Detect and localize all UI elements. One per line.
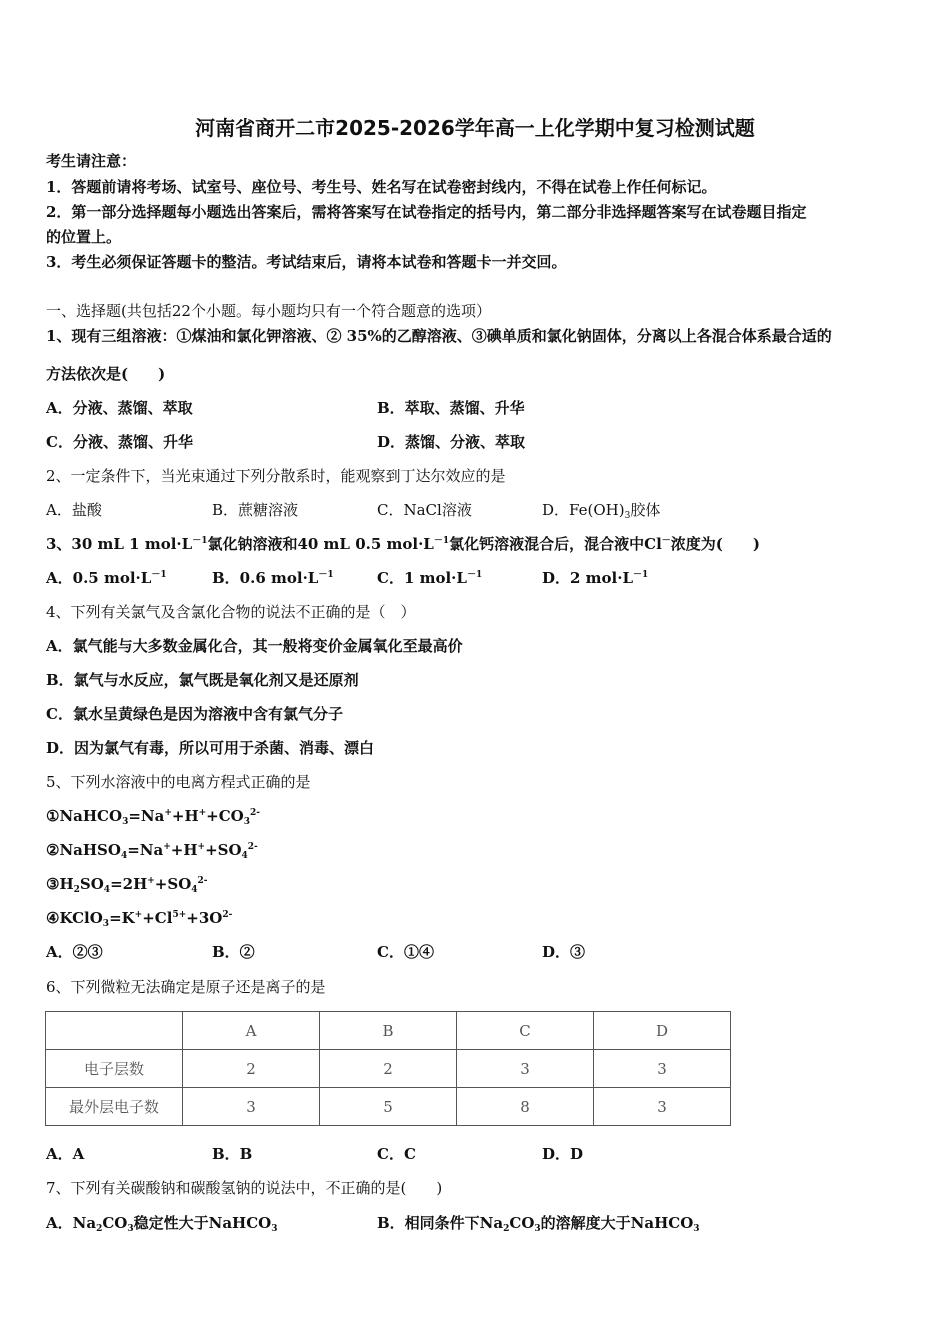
q5-eq1-p4: +H — [171, 807, 199, 825]
q5-eq1-p7: 3 — [243, 817, 251, 827]
table-cell: 电子层数 — [46, 1050, 183, 1088]
q5-eq2-p4: +H — [170, 841, 198, 859]
table-row — [46, 1088, 731, 1126]
q4-option-d: D．因为氯气有毒，所以可用于杀菌、消毒、漂白 — [46, 739, 375, 757]
q5-eq2-p3: + — [163, 842, 171, 852]
table-cell: 3 — [594, 1088, 731, 1126]
q5-eq1-p0: ①NaHCO — [46, 807, 123, 825]
table-row — [46, 1050, 731, 1088]
q5-option-b: B．② — [212, 943, 255, 961]
q7-option-a — [46, 1213, 278, 1233]
table-cell: 3 — [457, 1050, 594, 1088]
q3-c-sup: －1 — [466, 570, 483, 580]
q6-option-d: D．D — [542, 1145, 584, 1163]
q5-eq4-p5: 5+ — [172, 910, 187, 920]
q2-option-a: A．盐酸 — [46, 501, 102, 519]
q5-eq2-p7: 4 — [241, 851, 248, 861]
q3-b-sup: －1 — [318, 570, 334, 580]
notice-item-3: 3．考生必须保证答题卡的整洁。考试结束后，请将本试卷和答题卡一并交回。 — [46, 253, 567, 271]
q5-option-c: C．①④ — [377, 943, 434, 961]
q5-eq2-p8: 2- — [247, 842, 258, 852]
q5-eq-1 — [46, 806, 260, 826]
q5-eq4-p2: =K — [109, 909, 135, 927]
q3-option-b — [212, 568, 334, 588]
q7-a-p1: 2 — [96, 1224, 103, 1234]
q7-a-p0: A．Na — [46, 1214, 97, 1232]
q5-eq-4 — [46, 908, 232, 928]
q5-eq4-p7: 2- — [222, 910, 233, 920]
q6-option-c: C．C — [377, 1145, 416, 1163]
q7-b-p2: CO — [509, 1214, 535, 1232]
q5-eq3-p0: ③H — [46, 875, 74, 893]
table-cell — [46, 1012, 183, 1050]
q6-table — [45, 1011, 731, 1126]
table-cell: 5 — [320, 1088, 457, 1126]
q4-option-c: C．氯水呈黄绿色是因为溶液中含有氯气分子 — [46, 705, 343, 723]
page-title: 河南省商开二市2025-2026学年高一上化学期中复习检测试题 — [195, 116, 755, 140]
q4-option-b: B．氯气与水反应，氯气既是氧化剂又是还原剂 — [46, 671, 359, 689]
q1-stem: 1、现有三组溶液：①煤油和氯化钾溶液、② 35%的乙醇溶液、③碘单质和氯化钠固体，分离以上各混合体系最合适的 — [46, 327, 832, 345]
q6-option-a: A．A — [46, 1145, 85, 1163]
q5-eq4-p6: +3O — [186, 909, 223, 927]
q5-eq1-p3: + — [164, 808, 172, 818]
q5-eq3-p1: 2 — [73, 885, 80, 895]
q3-sup-1: －1 — [192, 536, 208, 546]
q1-option-b: B．萃取、蒸馏、升华 — [377, 399, 525, 417]
q5-eq1-p5: + — [198, 808, 207, 818]
q7-a-p2: CO — [102, 1214, 128, 1232]
q5-eq2-p5: + — [197, 842, 206, 852]
q5-eq-2 — [46, 840, 258, 860]
notice-item-2: 2．第一部分选择题每小题选出答案后，需将答案写在试卷指定的括号内，第二部分非选择题答案写在试卷题目指定 — [46, 203, 807, 221]
q5-option-d: D．③ — [542, 943, 586, 961]
q2-option-b: B．蔗糖溶液 — [212, 501, 299, 519]
q5-eq4-p4: +Cl — [142, 909, 173, 927]
q2-d-post: 胶体 — [630, 501, 661, 519]
q1-option-d: D．蒸馏、分液、萃取 — [377, 433, 526, 451]
table-cell: D — [594, 1012, 731, 1050]
table-cell: 最外层电子数 — [46, 1088, 183, 1126]
notice-item-1: 1．答题前请将考场、试室号、座位号、考生号、姓名写在试卷密封线内，不得在试卷上作任何标记。 — [46, 178, 717, 196]
q5-eq1-p2: =Na — [128, 807, 165, 825]
q4-option-a: A．氯气能与大多数金属化合，其一般将变价金属氧化至最高价 — [46, 637, 463, 655]
q2-option-c: C．NaCl溶液 — [377, 501, 472, 519]
q3-stem-1: 3、30 mL 1 mol·L — [46, 535, 193, 553]
q5-eq4-p3: + — [134, 910, 143, 920]
q5-eq3-p3: 4 — [103, 885, 111, 895]
q5-eq3-p8: 2- — [197, 876, 208, 886]
q7-a-p3: 3 — [127, 1224, 134, 1234]
q5-eq2-p2: =Na — [127, 841, 164, 859]
q3-d-text: D．2 mol·L — [542, 569, 634, 587]
q5-eq2-p0: ②NaHSO — [46, 841, 121, 859]
q7-b-p1: 2 — [503, 1224, 510, 1234]
q5-eq4-p1: 3 — [102, 919, 110, 929]
table-cell: 3 — [594, 1050, 731, 1088]
notice-item-2-cont: 的位置上。 — [46, 228, 122, 246]
q7-b-p4: 的溶解度大于NaHCO — [540, 1214, 694, 1232]
q3-option-c — [377, 568, 482, 588]
q6-stem: 6、下列微粒无法确定是原子还是离子的是 — [46, 978, 326, 996]
q2-d-text: D．Fe(OH) — [542, 501, 625, 519]
q5-eq1-p6: +CO — [206, 807, 244, 825]
q5-eq3-p2: SO — [79, 875, 104, 893]
q3-stem-3: 氯化钙溶液混合后，混合液中Cl — [449, 535, 662, 553]
q5-eq3-p4: =2H — [110, 875, 148, 893]
q5-eq2-p1: 4 — [120, 851, 128, 861]
q5-eq2-p6: +SO — [205, 841, 242, 859]
q3-option-d — [542, 568, 648, 588]
q2-stem: 2、一定条件下，当光束通过下列分散系时，能观察到丁达尔效应的是 — [46, 467, 506, 485]
q7-a-p5: 3 — [271, 1224, 278, 1234]
q2-d-sub: 3 — [624, 511, 631, 521]
q3-stem-4: 浓度为( ) — [670, 535, 760, 553]
q3-a-sup: －1 — [151, 570, 167, 580]
q7-stem: 7、下列有关碳酸钠和碳酸氢钠的说法中，不正确的是( ) — [46, 1179, 443, 1197]
section-heading: 一、选择题(共包括22个小题。每小题均只有一个符合题意的选项） — [46, 302, 491, 320]
table-cell: 3 — [183, 1088, 320, 1126]
q3-b-text: B．0.6 mol·L — [212, 569, 319, 587]
q1-option-c: C．分液、蒸馏、升华 — [46, 433, 193, 451]
q7-option-b — [377, 1213, 700, 1233]
q7-b-p5: 3 — [693, 1224, 700, 1234]
q3-sup-3: － — [661, 536, 671, 546]
q5-eq3-p7: 4 — [191, 885, 198, 895]
q2-option-d — [542, 500, 660, 520]
table-cell: A — [183, 1012, 320, 1050]
q5-eq3-p5: + — [147, 876, 155, 886]
q4-stem: 4、下列有关氯气及含氯化合物的说法不正确的是（ ） — [46, 603, 416, 621]
q5-option-a: A．②③ — [46, 943, 103, 961]
q3-c-text: C．1 mol·L — [377, 569, 467, 587]
q5-eq1-p1: 3 — [122, 817, 129, 827]
table-cell: 2 — [320, 1050, 457, 1088]
table-header-row — [46, 1012, 731, 1050]
q1-option-a: A．分液、蒸馏、萃取 — [46, 399, 193, 417]
q3-a-text: A．0.5 mol·L — [46, 569, 152, 587]
q5-eq-3 — [46, 874, 208, 894]
q6-option-b: B．B — [212, 1145, 253, 1163]
q3-stem-2: 氯化钠溶液和40 mL 0.5 mol·L — [207, 535, 434, 553]
q3-d-sup: －1 — [633, 570, 649, 580]
q3-stem — [46, 534, 760, 554]
q1-stem-cont: 方法依次是( ) — [46, 365, 166, 383]
q7-b-p3: 3 — [534, 1224, 541, 1234]
table-cell: 8 — [457, 1088, 594, 1126]
table-cell: 2 — [183, 1050, 320, 1088]
q3-option-a — [46, 568, 167, 588]
table-cell: B — [320, 1012, 457, 1050]
q5-eq3-p6: +SO — [154, 875, 192, 893]
q5-eq4-p0: ④KClO — [46, 909, 103, 927]
notice-heading: 考生请注意： — [46, 152, 137, 170]
table-cell: C — [457, 1012, 594, 1050]
q5-eq1-p8: 2- — [250, 808, 261, 818]
q7-a-p4: 稳定性大于NaHCO — [133, 1214, 272, 1232]
q3-sup-2: －1 — [433, 536, 450, 546]
q7-b-p0: B．相同条件下Na — [377, 1214, 504, 1232]
q5-stem: 5、下列水溶液中的电离方程式正确的是 — [46, 773, 311, 791]
